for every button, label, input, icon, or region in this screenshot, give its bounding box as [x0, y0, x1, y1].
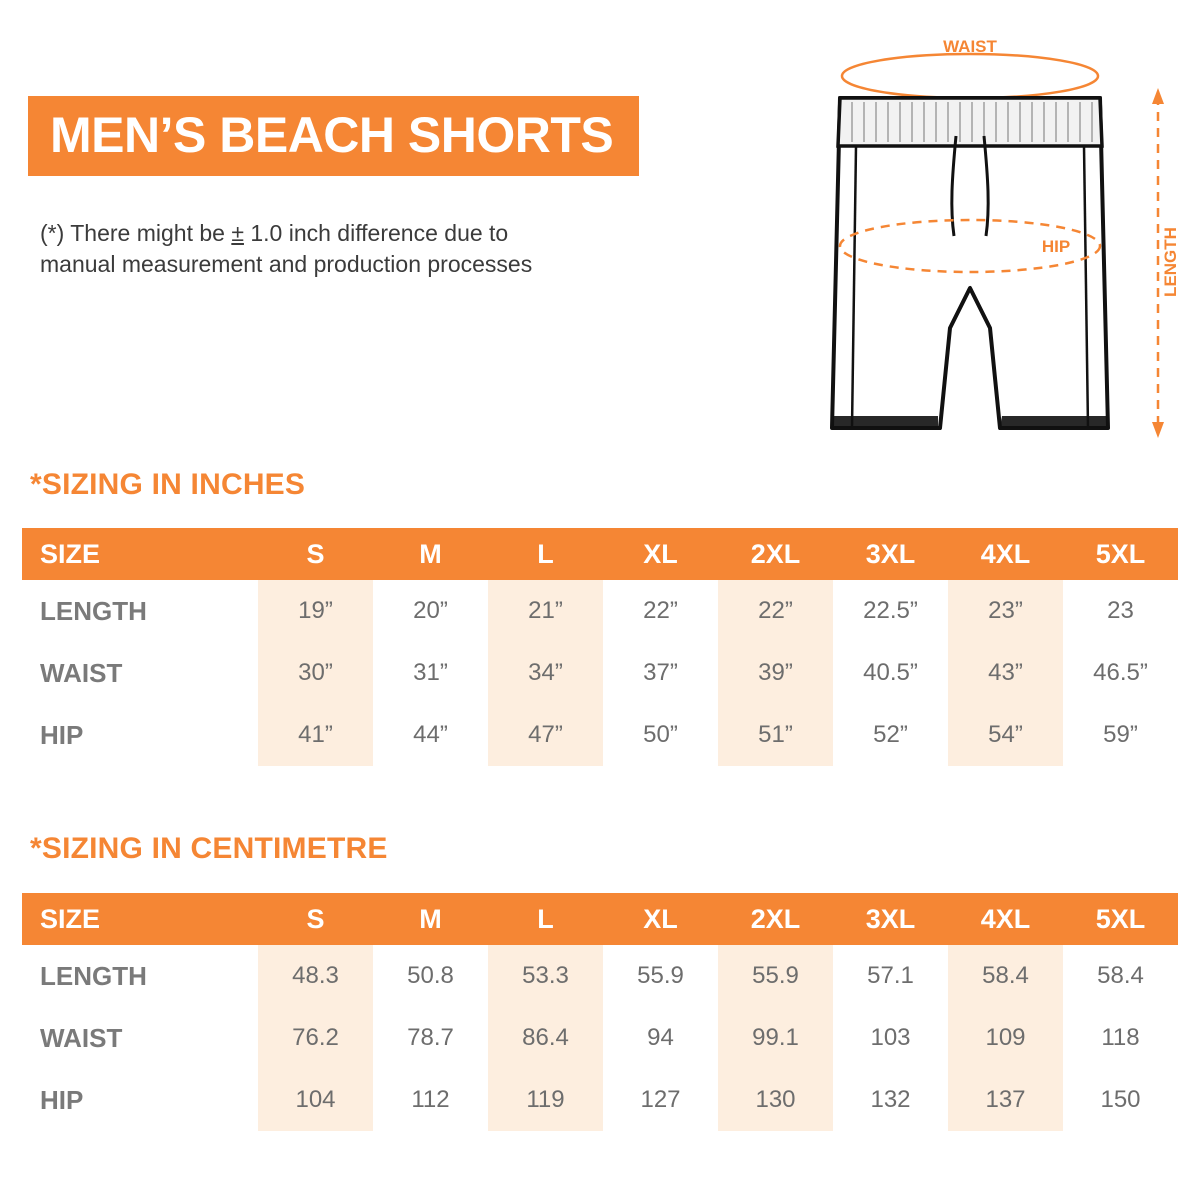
waist-label: WAIST	[943, 37, 997, 56]
hip-label: HIP	[1041, 237, 1071, 256]
column-header-5xl: 5XL	[1063, 893, 1178, 945]
cell-waist-4xl: 109	[948, 1007, 1063, 1069]
disclaimer-text	[40, 218, 740, 280]
shorts-diagram-svg	[760, 28, 1180, 448]
table-row	[22, 1007, 1178, 1069]
cell-hip-l: 119	[488, 1069, 603, 1131]
cell-length-4xl: 58.4	[948, 945, 1063, 1007]
disclaimer-line1-pre: (*) There might be	[40, 220, 232, 246]
waistband-texture	[852, 102, 1092, 142]
cell-waist-2xl: 99.1	[718, 1007, 833, 1069]
hem-left	[832, 416, 938, 428]
cell-length-xl: 55.9	[637, 962, 684, 989]
cell-hip-m: 44”	[413, 721, 448, 748]
column-header-m: M	[373, 528, 488, 580]
table-row	[22, 945, 1178, 1007]
disclaimer-line2: manual measurement and production processes	[40, 251, 533, 278]
cell-waist-2xl: 39”	[718, 642, 833, 704]
column-header-2xl: 2XL	[718, 893, 833, 945]
cell-hip-5xl: 150	[1100, 1086, 1141, 1113]
shorts-illustration	[760, 28, 1180, 448]
column-header-5xl: 5XL	[1063, 528, 1178, 580]
row-label-waist: WAIST	[40, 657, 123, 688]
row-label-length: LENGTH	[40, 595, 147, 626]
disclaimer-line1-post: 1.0 inch difference due to	[243, 220, 509, 246]
table-row	[22, 704, 1178, 766]
row-label-waist: WAIST	[40, 1022, 123, 1053]
cell-length-m: 50.8	[407, 962, 454, 989]
cell-length-xl: 22”	[643, 597, 678, 624]
section-heading-centimetre: *SIZING IN CENTIMETRE	[30, 832, 388, 865]
column-header-l: L	[488, 528, 603, 580]
row-label-hip: HIP	[40, 719, 84, 750]
cell-waist-5xl: 46.5”	[1093, 659, 1148, 686]
column-header-3xl: 3XL	[833, 528, 948, 580]
cell-hip-4xl: 137	[948, 1069, 1063, 1131]
column-header-2xl: 2XL	[718, 528, 833, 580]
cell-length-2xl: 55.9	[718, 945, 833, 1007]
cell-waist-m: 31”	[413, 659, 448, 686]
column-header-xl: XL	[603, 528, 718, 580]
cell-length-s: 19”	[258, 580, 373, 642]
cell-length-l: 53.3	[488, 945, 603, 1007]
cell-hip-4xl: 54”	[948, 704, 1063, 766]
cell-hip-s: 41”	[258, 704, 373, 766]
cell-hip-s: 104	[258, 1069, 373, 1131]
row-label-hip: HIP	[40, 1084, 84, 1115]
column-header-4xl: 4XL	[948, 893, 1063, 945]
cell-waist-l: 86.4	[488, 1007, 603, 1069]
column-header-xl: XL	[603, 893, 718, 945]
cell-length-m: 20”	[413, 597, 448, 624]
cell-waist-l: 34”	[488, 642, 603, 704]
cell-hip-3xl: 52”	[873, 721, 908, 748]
waistband	[838, 98, 1102, 146]
sizing-table-centimetre	[22, 893, 1178, 1131]
cell-waist-s: 76.2	[258, 1007, 373, 1069]
table-header-row	[22, 528, 1178, 580]
column-header-m: M	[373, 893, 488, 945]
cell-length-3xl: 57.1	[867, 962, 914, 989]
waist-measure-ellipse	[842, 54, 1098, 98]
cell-waist-5xl: 118	[1101, 1024, 1140, 1051]
column-header-s: S	[258, 528, 373, 580]
section-heading-inches: *SIZING IN INCHES	[30, 468, 306, 501]
column-header-4xl: 4XL	[948, 528, 1063, 580]
cell-waist-4xl: 43”	[948, 642, 1063, 704]
column-header-size: SIZE	[22, 893, 258, 945]
column-header-l: L	[488, 893, 603, 945]
table-header-row	[22, 893, 1178, 945]
table-row	[22, 642, 1178, 704]
column-header-size: SIZE	[22, 528, 258, 580]
cell-waist-m: 78.7	[407, 1024, 454, 1051]
table-row	[22, 1069, 1178, 1131]
column-header-3xl: 3XL	[833, 893, 948, 945]
cell-hip-3xl: 132	[870, 1086, 911, 1113]
hem-right	[1000, 416, 1108, 428]
length-label: LENGTH	[1161, 227, 1180, 297]
cell-hip-xl: 127	[640, 1086, 681, 1113]
cell-hip-2xl: 51”	[718, 704, 833, 766]
cell-length-s: 48.3	[258, 945, 373, 1007]
length-arrow-bottom	[1152, 422, 1164, 438]
length-arrow-top	[1152, 88, 1164, 104]
cell-hip-m: 112	[411, 1086, 450, 1113]
cell-length-5xl: 58.4	[1097, 962, 1144, 989]
cell-hip-l: 47”	[488, 704, 603, 766]
plus-minus-symbol: ±	[231, 220, 244, 246]
cell-waist-xl: 37”	[643, 659, 678, 686]
table-row	[22, 580, 1178, 642]
cell-length-4xl: 23”	[948, 580, 1063, 642]
sizing-table-inches	[22, 528, 1178, 766]
cell-length-3xl: 22.5”	[863, 597, 918, 624]
cell-length-2xl: 22”	[718, 580, 833, 642]
row-label-length: LENGTH	[40, 960, 147, 991]
cell-waist-3xl: 103	[870, 1024, 911, 1051]
cell-hip-xl: 50”	[643, 721, 678, 748]
cell-waist-s: 30”	[258, 642, 373, 704]
cell-hip-5xl: 59”	[1103, 721, 1138, 748]
cell-waist-3xl: 40.5”	[863, 659, 918, 686]
cell-length-5xl: 23	[1107, 597, 1134, 624]
title-banner	[28, 96, 639, 176]
page-title: MEN’S BEACH SHORTS	[50, 107, 614, 163]
cell-hip-2xl: 130	[718, 1069, 833, 1131]
column-header-s: S	[258, 893, 373, 945]
cell-waist-xl: 94	[647, 1024, 674, 1051]
cell-length-l: 21”	[488, 580, 603, 642]
